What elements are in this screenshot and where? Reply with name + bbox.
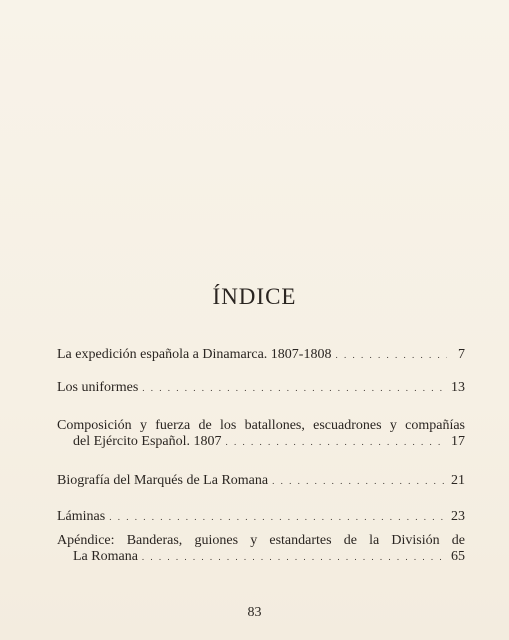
toc-entry-apendice	[57, 533, 465, 565]
index-title: ÍNDICE	[212, 284, 297, 309]
dot-leader	[142, 549, 447, 565]
toc-page-number: 17	[451, 434, 465, 449]
toc-entry-composicion	[57, 418, 465, 450]
toc-entry-text: Biografía del Marqués de La Romana	[57, 473, 269, 488]
dot-leader	[226, 434, 447, 450]
toc-entry-uniformes	[57, 380, 465, 396]
dot-leader	[109, 509, 447, 525]
toc-entry-text: Composición y fuerza de los batallones, escuadrones y compañías	[57, 418, 465, 433]
toc-page-number: 23	[451, 509, 465, 524]
toc-page-number: 7	[458, 347, 465, 362]
toc-page-number: 21	[451, 473, 465, 488]
toc-entry-text: Láminas	[57, 509, 106, 524]
toc-entry-text: Los uniformes	[57, 380, 139, 395]
toc-entry-biografia	[57, 473, 465, 489]
toc-page-number: 65	[451, 549, 465, 564]
toc-entry-text: La expedición española a Dinamarca. 1807-1808	[57, 347, 332, 362]
toc-page-number: 13	[451, 380, 465, 395]
dot-leader	[272, 473, 447, 489]
toc-entry-text-continued: La Romana	[73, 549, 138, 564]
toc-entry-text-continued: del Ejército Español. 1807	[73, 434, 222, 449]
page-folio-number: 83	[247, 605, 262, 620]
dot-leader	[142, 380, 447, 396]
toc-entry-laminas	[57, 509, 465, 525]
toc-entry-expedicion	[57, 347, 465, 363]
toc-entry-text: Apéndice: Banderas, guiones y estandartes de la División de	[57, 533, 465, 548]
dot-leader	[335, 347, 447, 363]
